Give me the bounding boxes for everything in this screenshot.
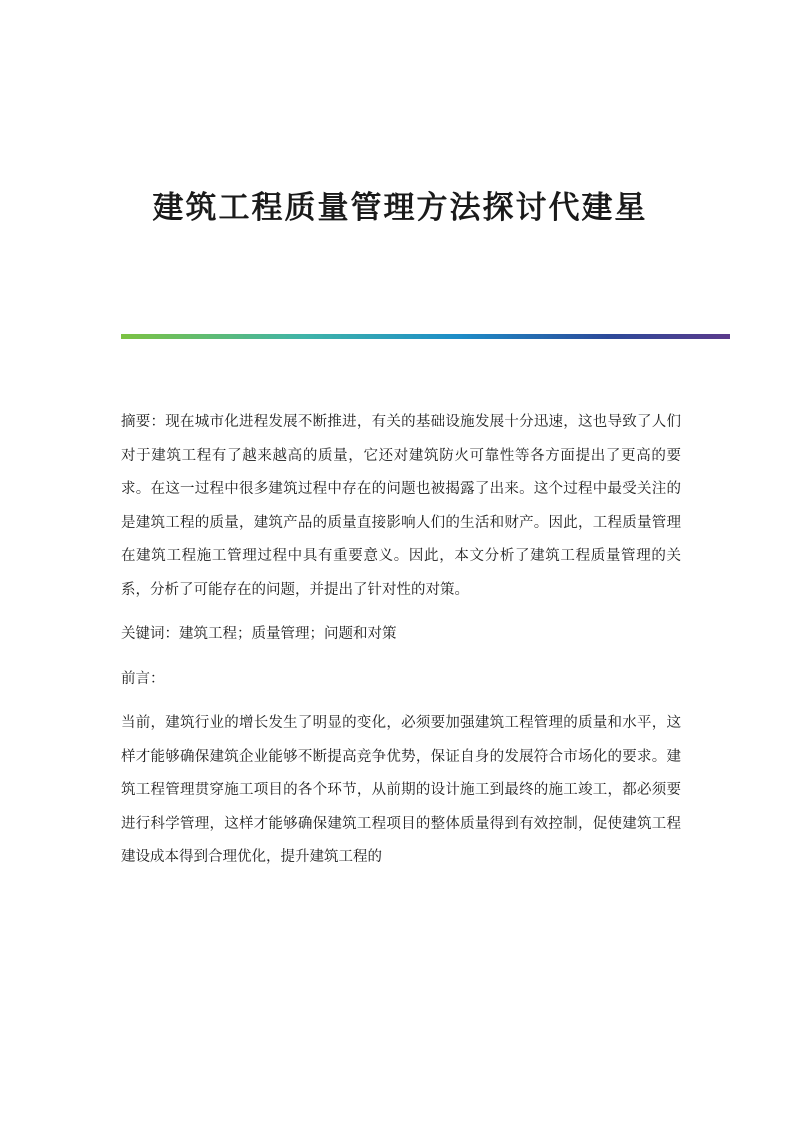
keywords-label: 关键词： bbox=[121, 626, 179, 642]
keywords-text: 建筑工程；质量管理；问题和对策 bbox=[179, 626, 397, 642]
abstract-label: 摘要： bbox=[121, 414, 166, 430]
document-body bbox=[121, 406, 681, 886]
document-title: 建筑工程质量管理方法探讨代建星 bbox=[152, 190, 648, 226]
keywords-paragraph bbox=[121, 618, 681, 652]
title-divider bbox=[121, 334, 730, 339]
abstract-text: 现在城市化进程发展不断推进，有关的基础设施发展十分迅速，这也导致了人们对于建筑工程有了越来越高的质量，它还对建筑防火可靠性等各方面提出了更高的要求。在这一过程中很多建筑过程中存在的问题也被揭露了出来。这个过程中最受关注的是建筑工程的质量，建筑产品的质量直接影响人们的生活和财产。因此，工程质量管理在建筑工程施工管理过程中具有重要意义。因此，本文分析了建筑工程质量管理的关系，分析了可能存在的问题，并提出了针对性的对策。 bbox=[121, 414, 682, 598]
body-paragraph: 当前，建筑行业的增长发生了明显的变化，必须要加强建筑工程管理的质量和水平，这样才能够确保建筑企业能够不断提高竞争优势，保证自身的发展符合市场化的要求。建筑工程管理贯穿施工项目的各个环节，从前期的设计施工到最终的施工竣工，都必须要进行科学管理，这样才能够确保建筑工程项目的整体质量得到有效控制，促使建筑工程建设成本得到合理优化，提升建筑工程的 bbox=[121, 715, 681, 865]
abstract-paragraph bbox=[121, 406, 681, 607]
preface-heading: 前言： bbox=[121, 670, 165, 687]
